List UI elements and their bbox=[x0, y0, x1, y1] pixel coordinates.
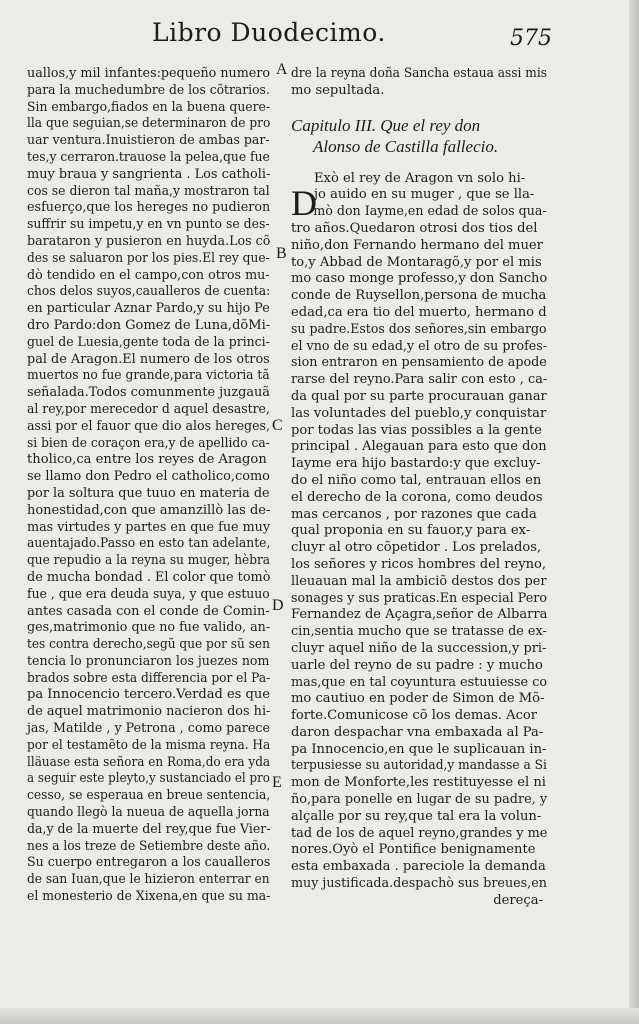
chapter-body-line: sion entraron en pensamiento de apode bbox=[291, 355, 547, 371]
left-column-line: si bien de coraçon era,y de apellido ca- bbox=[27, 435, 270, 451]
chapter-body-line: mas,que en tal coyuntura estuuiesse co bbox=[291, 674, 548, 690]
chapter-body-line: cluyr al otro cõpetidor . Los prelados, bbox=[291, 540, 542, 556]
chapter-body-line: principal . Alegauan para esto que don bbox=[291, 439, 547, 455]
left-column-line: tes,y cerraron.trauose la pelea,que fue bbox=[27, 149, 270, 165]
left-column-line: se llamo don Pedro el catholico,como bbox=[27, 469, 270, 485]
chapter-body-line: mo cautiuo en poder de Simon de Mõ- bbox=[291, 691, 545, 707]
chapter-body-line: las voluntades del pueblo,y conquistar bbox=[291, 405, 547, 421]
left-column-line: da,y de la muerte del rey,que fue Vier- bbox=[27, 821, 271, 837]
margin-letter-c: C bbox=[272, 417, 283, 434]
chapter-body-line: pa Innocencio,en que le suplicauan in- bbox=[291, 741, 547, 757]
chapter-body-line: mò don Iayme,en edad de solos qua- bbox=[313, 204, 547, 220]
running-title: Libro Duodecimo. bbox=[152, 18, 386, 47]
left-column-line: uar ventura.Inuistieron de ambas par- bbox=[27, 133, 270, 149]
left-column-line: lläuase esta señora en Roma,do era yda bbox=[27, 754, 271, 770]
chapter-body-line: lleuauan mal la ambiciõ destos dos per bbox=[291, 573, 547, 589]
continuation-line: mo sepultada. bbox=[291, 82, 385, 98]
left-column-line: auentajado.Passo en esto tan adelante, bbox=[27, 536, 271, 552]
left-column-line: nes a los treze de Setiembre deste año. bbox=[27, 838, 271, 854]
chapter-body-line: forte.Comunicose cõ los demas. Acor bbox=[291, 708, 538, 724]
margin-letter-e: E bbox=[272, 774, 282, 791]
chapter-body-line: mas cercanos , por razones que cada bbox=[291, 506, 537, 522]
left-column-line: a seguir este pleyto,y sustanciado el pro bbox=[27, 771, 270, 787]
left-column-line: al rey,por merecedor d aquel desastre, bbox=[27, 401, 270, 417]
left-column-line: guel de Luesia,gente toda de la princi- bbox=[27, 334, 270, 350]
left-column-line: ges,matrimonio que no fue valido, an- bbox=[27, 620, 271, 636]
catchword: dereça- bbox=[493, 892, 543, 908]
chapter-heading-line-2: Alonso de Castilla fallecio. bbox=[313, 136, 499, 156]
chapter-body-line: Iayme era hijo bastardo:y que excluy- bbox=[291, 456, 541, 472]
chapter-body-line: el vno de su edad,y el otro de su profes- bbox=[291, 338, 548, 354]
chapter-body-line: Fernandez de Açagra,señor de Albarra bbox=[291, 607, 548, 623]
left-column-line: fue , que era deuda suya, y que estuuo bbox=[27, 586, 270, 602]
left-column-line: cos se dieron tal maña,y mostraron tal bbox=[27, 183, 270, 199]
chapter-body-line: alçalle por su rey,que tal era la volun- bbox=[291, 808, 542, 824]
left-column-line: tencia lo pronunciaron los juezes nom bbox=[27, 653, 270, 669]
left-column-line: cesso, se esperaua en breue sentencia, bbox=[27, 788, 271, 804]
left-column-line: chos delos suyos,caualleros de cuenta: bbox=[27, 284, 271, 300]
chapter-body-line: el derecho de la corona, como deudos bbox=[291, 489, 543, 505]
left-column-line: quando llegò la nueua de aquella jorna bbox=[27, 805, 270, 821]
left-column-line: des se saluaron por los pies.El rey que- bbox=[27, 250, 270, 266]
chapter-body bbox=[291, 171, 547, 910]
left-column-line: que repudio a la reyna su muger, hèbra bbox=[27, 553, 271, 569]
left-column-line: Sin embargo,fiados en la buena quere- bbox=[27, 99, 271, 115]
left-column-line: muertos no fue grande,para victoria tã bbox=[27, 368, 270, 384]
left-column-line: esfuerço,que los hereges no pudieron bbox=[27, 200, 271, 216]
left-column-line: por el testamẽto de la misma reyna. Ha bbox=[27, 737, 271, 753]
chapter-body-line: jo auido en su muger , que se lla- bbox=[314, 187, 535, 203]
margin-letter-a: A bbox=[276, 61, 288, 78]
continuation-text bbox=[291, 66, 547, 100]
left-column-line: honestidad,con que amanzillò las de- bbox=[27, 502, 271, 518]
left-column-line: tes contra derecho,segũ que por sũ sen bbox=[27, 637, 270, 653]
left-column-line: por la soltura que tuuo en materia de bbox=[27, 485, 270, 501]
chapter-body-line: sonages y sus praticas.En especial Pero bbox=[291, 590, 548, 606]
drop-cap-letter: D bbox=[291, 183, 317, 223]
left-column bbox=[27, 66, 270, 906]
left-column-line: el monesterio de Xixena,en que su ma- bbox=[27, 889, 271, 905]
left-column-line: de san Iuan,que le hizieron enterrar en bbox=[27, 872, 270, 888]
bottom-edge-shadow bbox=[0, 1008, 639, 1024]
left-column-line: antes casada con el conde de Comin- bbox=[27, 603, 270, 619]
chapter-body-line: terpusiesse su autoridad,y mandasse a Si bbox=[291, 758, 547, 774]
chapter-body-line: mo caso monge professo,y don Sancho bbox=[291, 271, 548, 287]
left-column-line: Su cuerpo entregaron a los caualleros bbox=[27, 855, 271, 871]
margin-letter-d: D bbox=[272, 597, 284, 614]
chapter-body-line: muy justificada.despachò sus breues,en bbox=[291, 876, 547, 892]
chapter-body-line: cluyr aquel niño de la succession,y pri- bbox=[291, 640, 547, 656]
chapter-body-line: tro años.Quedaron otrosi dos tios del bbox=[291, 220, 538, 236]
chapter-body-line: qual proponia en su fauor,y para ex- bbox=[291, 523, 531, 539]
page-edge-shadow bbox=[629, 0, 639, 1024]
left-column-line: para la muchedumbre de los cõtrarios. bbox=[27, 82, 270, 98]
chapter-body-line: edad,ca era tio del muerto, hermano d bbox=[291, 304, 547, 320]
left-column-line: suffrir su impetu,y en vn punto se des- bbox=[27, 217, 270, 233]
left-column-line: en particular Aznar Pardo,y su hijo Pe bbox=[27, 301, 270, 317]
chapter-body-line: ño,para ponelle en lugar de su padre, y bbox=[291, 792, 548, 808]
chapter-body-line: conde de Ruysellon,persona de mucha bbox=[291, 288, 547, 304]
chapter-body-line: daron despachar vna embaxada al Pa- bbox=[291, 724, 544, 740]
chapter-body-line: da qual por su parte procurauan ganar bbox=[291, 388, 547, 404]
chapter-body-line: cin,sentia mucho que se tratasse de ex- bbox=[291, 624, 547, 640]
chapter-body-line: por todas las vias possibles a la gente bbox=[291, 422, 542, 438]
chapter-body-line: los señores y ricos hombres del reyno, bbox=[291, 556, 547, 572]
left-column-line: pa Innocencio tercero.Verdad es que bbox=[27, 687, 270, 703]
left-column-line: de aquel matrimonio nacieron dos hi- bbox=[27, 704, 271, 720]
left-column-line: lla que seguian,se determinaron de pro bbox=[27, 116, 271, 132]
left-column-line: dò tendido en el campo,con otros mu- bbox=[27, 267, 270, 283]
chapter-body-line: esta embaxada . pareciole la demanda bbox=[291, 859, 546, 875]
left-column-line: muy braua y sangrienta . Los catholi- bbox=[27, 166, 271, 182]
chapter-body-line: su padre.Estos dos señores,sin embargo bbox=[291, 321, 547, 337]
margin-letter-b: B bbox=[276, 245, 287, 262]
left-column-line: señalada.Todos comunmente juzgauã bbox=[27, 385, 270, 401]
chapter-body-line: to,y Abbad de Montaragõ,y por el mis bbox=[291, 254, 542, 270]
chapter-heading-line-1: Capitulo III. Que el rey don bbox=[291, 115, 481, 135]
chapter-body-line: mon de Monforte,les restituyesse el ni bbox=[291, 775, 546, 791]
left-column-line: uallos,y mil infantes:pequeño numero bbox=[27, 66, 271, 81]
left-column-line: pal de Aragon.El numero de los otros bbox=[27, 351, 270, 367]
left-column-line: mas virtudes y partes en que fue muy bbox=[27, 519, 271, 535]
left-column-line: tholico,ca entre los reyes de Aragon bbox=[27, 452, 267, 468]
left-column-line: dro Pardo:don Gomez de Luna,dõMi- bbox=[27, 317, 271, 333]
chapter-body-line: uarle del reyno de su padre : y mucho bbox=[291, 657, 543, 673]
left-column-line: de mucha bondad . El color que tomò bbox=[27, 569, 271, 585]
left-column-line: jas, Matilde , y Petrona , como parece bbox=[27, 721, 270, 737]
chapter-body-line: nores.Oyò el Pontifice benignamente bbox=[291, 842, 536, 858]
page-number: 575 bbox=[510, 26, 552, 51]
chapter-body-line: Exò el rey de Aragon vn solo hi- bbox=[314, 170, 526, 186]
chapter-body-line: do el niño como tal, entrauan ellos en bbox=[291, 472, 542, 488]
right-column bbox=[291, 66, 547, 910]
continuation-line: dre la reyna doña Sancha estaua assi mis bbox=[291, 66, 548, 81]
chapter-body-line: niño,don Fernando hermano del muer bbox=[291, 237, 543, 253]
left-column-line: assi por el fauor que dio alos hereges, bbox=[27, 418, 270, 434]
chapter-body-line: rarse del reyno.Para salir con esto , ca- bbox=[291, 372, 548, 388]
left-column-line: barataron y pusieron en huyda.Los cõ bbox=[27, 233, 271, 249]
left-column-line: brados sobre esta differencia por el Pa- bbox=[27, 670, 271, 686]
chapter-body-line: tad de los de aquel reyno,grandes y me bbox=[291, 825, 548, 841]
